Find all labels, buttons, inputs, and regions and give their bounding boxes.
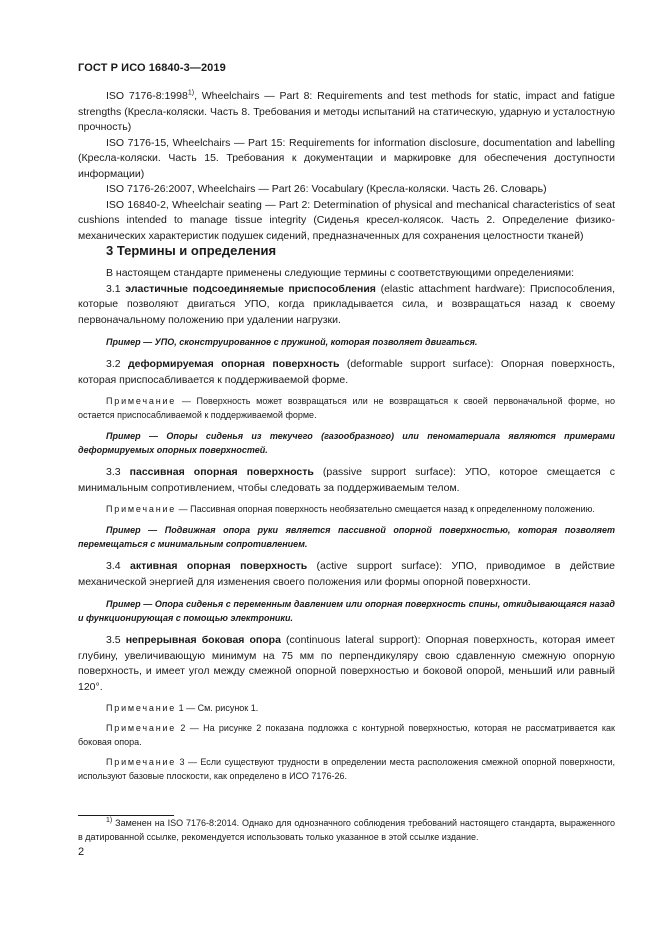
normative-references [78,89,615,244]
note-3-5-2: Примечание 2 — На рисунке 2 показана подложка с контурной поверхностью, которая не рассматривается как боковая опора. [78,723,615,747]
term-name: деформируемая опорная поверхность [127,358,340,370]
term-name: активная опорная поверхность [129,560,308,572]
section-heading: 3 Термины и определения [106,243,277,258]
note-3-5-1: Примечание 1 — См. рисунок 1. [106,703,259,713]
term-3-4: 3.4 активная опорная поверхность (active support surface): УПО, приводимое в действие механической энергией для изменения своего положения или формы опорной поверхности. [78,560,616,588]
term-name: эластичные подсоединяемые приспособления [125,282,376,295]
reference-item: ISO 7176-26:2007, Wheelchairs — Part 26: Vocabulary (Кресла-коляски. Часть 26. Словарь) [106,183,547,195]
reference-item: ISO 7176-8:1998$^{1)}$, Wheelchairs — Part 8: Requirements and test methods for static, impact and fatigue strengths (Кресла-коляски. Часть 8. Требования и методы испытаний на статическую, ударную и усталостную прочность) [78,89,615,133]
terms-section [78,266,615,783]
term-3-2: 3.2 деформируемая опорная поверхность (deformable support surface): Опорная поверхность, которая приспосабливается к поддерживаемой форме. [78,358,616,386]
reference-item: ISO 16840-2, Wheelchair seating — Part 2: Determination of physical and mechanical characteristics of seat cushions intended to manage tissue integrity (Сиденья кресел-колясок. Часть 2. Определение физико-механических характеристик подушек сидений, предназначенных для сохранения целостности тканей) [78,198,615,242]
example-3-1: Пример — УПО, сконструированное с пружиной, которая позволяет двигаться. [106,337,478,347]
example-3-4: Пример — Опора сиденья с переменным давлением или опорная поверхность спины, откидывающаяся назад и функционирующая с помощью электроники. [78,599,615,623]
page-number: 2 [78,846,85,858]
term-name: пассивная опорная поверхность [129,466,314,478]
footnote: $^{1)}$ Заменен на ISO 7176-8:2014. Однако для однозначного соблюдения требований настоящего стандарта, выраженного в датированной ссылке, рекомендуется использовать только указанное в этой ссылке издание. [78,817,615,842]
term-3-5: 3.5 непрерывная боковая опора (continuous lateral support): Опорная поверхность, которая имеет глубину, увеличивающую минимум на 75 мм по перпендикуляру свою сдавленную смежную опорную поверхность, и имеет угол между смежной опорной поверхностью и боковой опорой, меньший или равный 120°. [78,634,615,693]
note-3-3: Примечание — Пассивная опорная поверхность необязательно смещается назад к определенному положению. [106,504,595,514]
footnote-marker: 1) [187,89,195,97]
reference-item: ISO 7176-15, Wheelchairs — Part 15: Requirements for information disclosure, documentation and labelling (Кресла-коляски. Часть 15. Требования к документации и маркировке для обеспечения доступности информации) [78,136,615,180]
example-3-3: Пример — Подвижная опора руки является пассивной опорной поверхностью, которая позволяет перемещаться с минимальным сопротивлением. [78,525,615,549]
term-3-1: 3.1 эластичные подсоединяемые приспособления (elastic attachment hardware): Приспособления, которые позволяют двигаться УПО, когда прикладывается сила, и возвращаться назад к своему первоначальному положению при удалении нагрузки. [78,282,616,326]
term-3-3: 3.3 пассивная опорная поверхность (passive support surface): УПО, которое смещается с минимальным сопротивлением, чтобы следовать за поддерживаемым телом. [78,466,616,494]
document-header: ГОСТ Р ИСО 16840-3—2019 [78,62,226,74]
note-3-2: Примечание — Поверхность может возвращаться или не возвращаться к своей первоначальной форме, но остается приспосабливаемой к поддерживаемой форме. [78,396,615,420]
section-intro: В настоящем стандарте применены следующие термины с соответствующими определениями: [106,267,575,279]
note-3-5-3: Примечание 3 — Если существуют трудности в определении места расположения смежной опорной поверхности, используют базовые плоскости, как определено в ИСО 7176-26. [78,757,615,781]
example-3-2: Пример — Опоры сиденья из текучего (газообразного) или пеноматериала являются примерами деформируемых опорных поверхностей. [78,431,615,455]
footnote-marker: 1) [106,817,113,824]
term-name: непрерывная боковая опора [125,634,281,646]
